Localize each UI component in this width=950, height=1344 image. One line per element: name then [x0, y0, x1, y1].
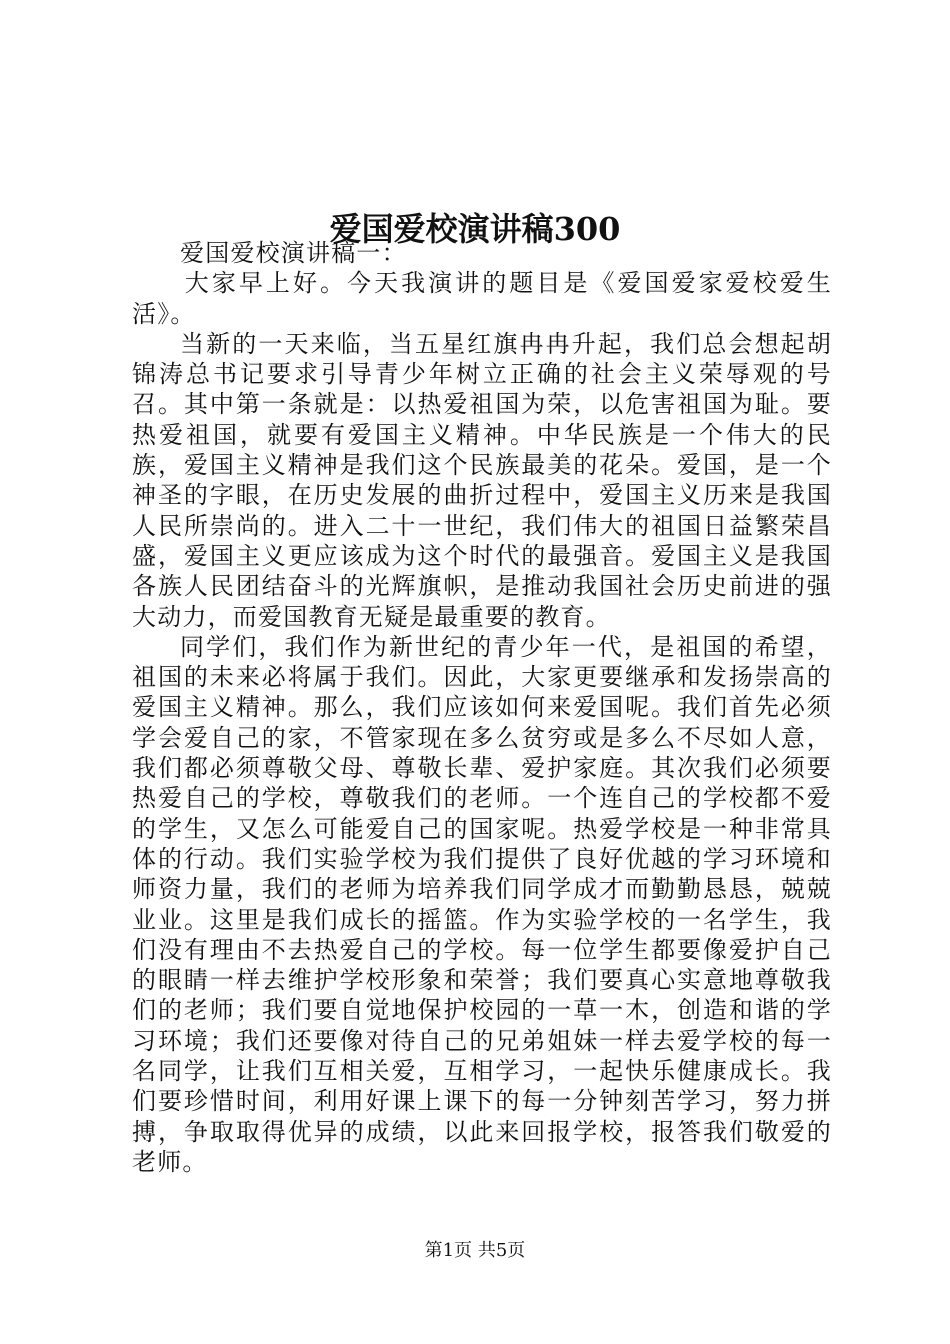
paragraph-students: 同学们，我们作为新世纪的青少年一代，是祖国的希望，祖国的未来必将属于我们。因此，大家更要继承和发扬崇高的爱国主义精神。那么，我们应该如何来爱国呢。我们首先必须学会爱自己的家，不管家现在多么贫穷或是多么不尽如人意，我们都必须尊敬父母、尊敬长辈、爱护家庭。其次我们必须要热爱自己的学校，尊敬我们的老师。一个连自己的学校都不爱的学生，又怎么可能爱自己的国家呢。热爱学校是一种非常具体的行动。我们实验学校为我们提供了良好优越的学习环境和师资力量，我们的老师为培养我们同学成才而勤勤恳恳，兢兢业业。这里是我们成长的摇篮。作为实验学校的一名学生，我们没有理由不去热爱自己的学校。每一位学生都要像爱护自己的眼睛一样去维护学校形象和荣誉；我们要真心实意地尊敬我们的老师；我们要自觉地保护校园的一草一木，创造和谐的学习环境；我们还要像对待自己的兄弟姐妹一样去爱学校的每一名同学，让我们互相关爱，互相学习，一起快乐健康成长。我们要珍惜时间，利用好课上课下的每一分钟刻苦学习，努力拼搏，争取取得优异的成绩，以此来回报学校，报答我们敬爱的老师。 [132, 632, 832, 1176]
paragraph-patriotism: 当新的一天来临，当五星红旗冉冉升起，我们总会想起胡锦涛总书记要求引导青少年树立正确的社会主义荣辱观的号召。其中第一条就是：以热爱祖国为荣，以危害祖国为耻。要热爱祖国，就要有爱国主义精神。中华民族是一个伟大的民族，爱国主义精神是我们这个民族最美的花朵。爱国，是一个神圣的字眼，在历史发展的曲折过程中，爱国主义历来是我国人民所崇尚的。进入二十一世纪，我们伟大的祖国日益繁荣昌盛，爱国主义更应该成为这个时代的最强音。爱国主义是我国各族人民团结奋斗的光辉旗帜，是推动我国社会历史前进的强大动力，而爱国教育无疑是最重要的教育。 [132, 329, 832, 631]
document-body [132, 238, 832, 1177]
page-footer: 第1页 共5页 [424, 1240, 526, 1261]
section-heading: 爱国爱校演讲稿一： [180, 239, 407, 267]
paragraph-greeting: 大家早上好。今天我演讲的题目是《爱国爱家爱校爱生活》。 [132, 269, 832, 328]
document-title: 爱国爱校演讲稿300 [329, 210, 621, 249]
